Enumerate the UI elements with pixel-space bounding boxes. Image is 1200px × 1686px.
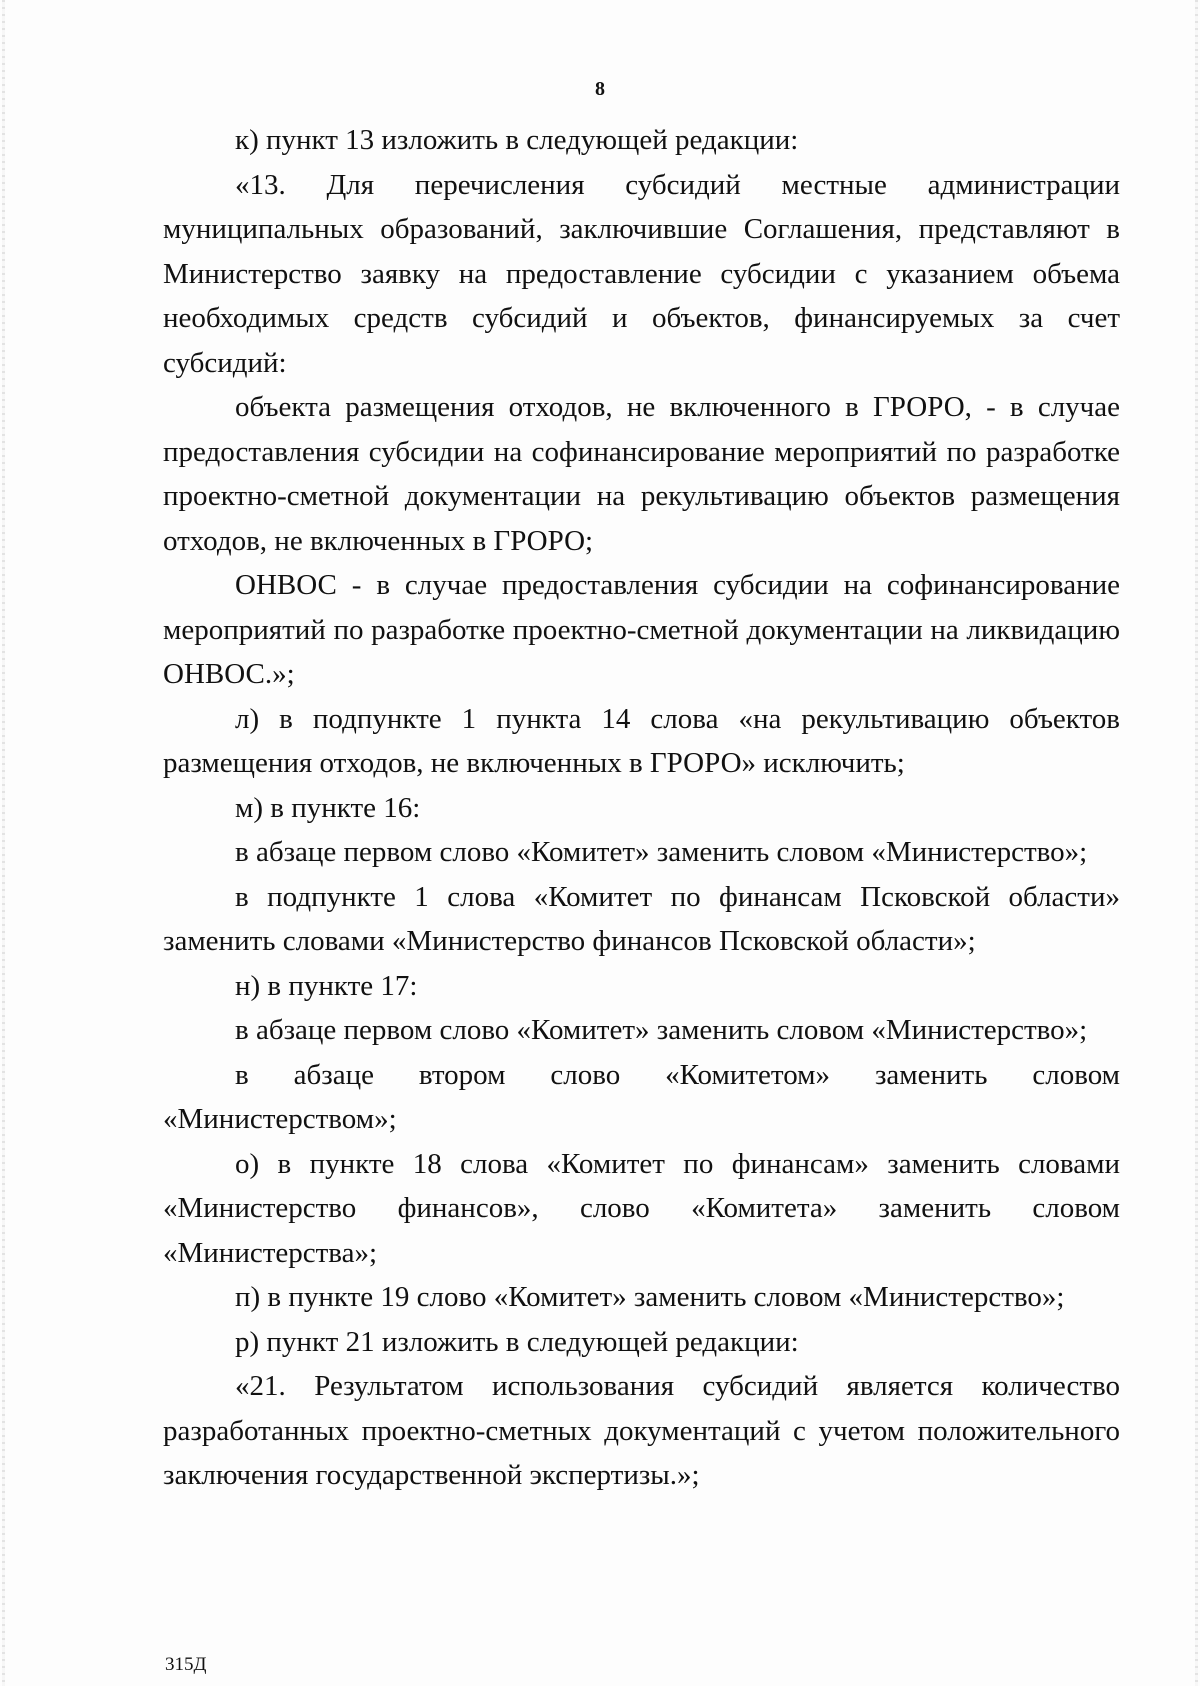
page-number: 8 (595, 78, 605, 100)
paragraph-m: м) в пункте 16: (235, 791, 421, 824)
paragraph-21: «21. Результатом использования субсидий является количество разработанных проектно-сметных документаций с учетом положительного заключения государственной экспертизы.»; (163, 1370, 1120, 1491)
document-code: 315Д (165, 1654, 207, 1675)
paragraph-onvos: ОНВОС - в случае предоставления субсидии на софинансирование мероприятий по разработке проектно-сметной документации на ликвидацию ОНВОС.»; (163, 569, 1120, 690)
paragraph-p: п) в пункте 19 слово «Комитет» заменить словом «Министерство»; (235, 1281, 1065, 1313)
paragraph-13: «13. Для перечисления субсидий местные администрации муниципальных образований, заключившие Соглашения, представляют в Министерство заявку на предоставление субсидии с указанием объема необходимых средств субсидий и объектов, финансируемых за счет субсидий: (163, 168, 1120, 379)
paragraph-k: к) пункт 13 изложить в следующей редакции: (235, 124, 799, 156)
scan-edge-left (2, 0, 5, 1686)
paragraph-l: л) в подпункте 1 пункта 14 слова «на рекультивацию объектов размещения отходов, не включенных в ГРОРО» исключить; (163, 702, 1120, 779)
paragraph-r: р) пункт 21 изложить в следующей редакции: (235, 1325, 799, 1358)
scan-edge-right (1195, 0, 1198, 1686)
document-body (163, 118, 1120, 1498)
paragraph-n: н) в пункте 17: (235, 969, 418, 1002)
paragraph-m-subpoint-1: в подпункте 1 слова «Комитет по финансам Псковской области» заменить словами «Министерство финансов Псковской области»; (163, 880, 1120, 957)
paragraph-o: о) в пункте 18 слова «Комитет по финансам» заменить словами «Министерство финансов», слово «Комитета» заменить словом «Министерства»; (163, 1147, 1120, 1269)
paragraph-m-first-abzac: в абзаце первом слово «Комитет» заменить словом «Министерство»; (235, 836, 1088, 868)
paragraph-n-first-abzac: в абзаце первом слово «Комитет» заменить словом «Министерство»; (235, 1014, 1088, 1046)
paragraph-waste-object: объекта размещения отходов, не включенного в ГРОРО, - в случае предоставления субсидии на софинансирование мероприятий по разработке проектно-сметной документации на рекультивацию объектов размещения отходов, не включенных в ГРОРО; (163, 391, 1120, 557)
paragraph-n-second-abzac: в абзаце втором слово «Комитетом» заменить словом «Министерством»; (163, 1058, 1120, 1135)
